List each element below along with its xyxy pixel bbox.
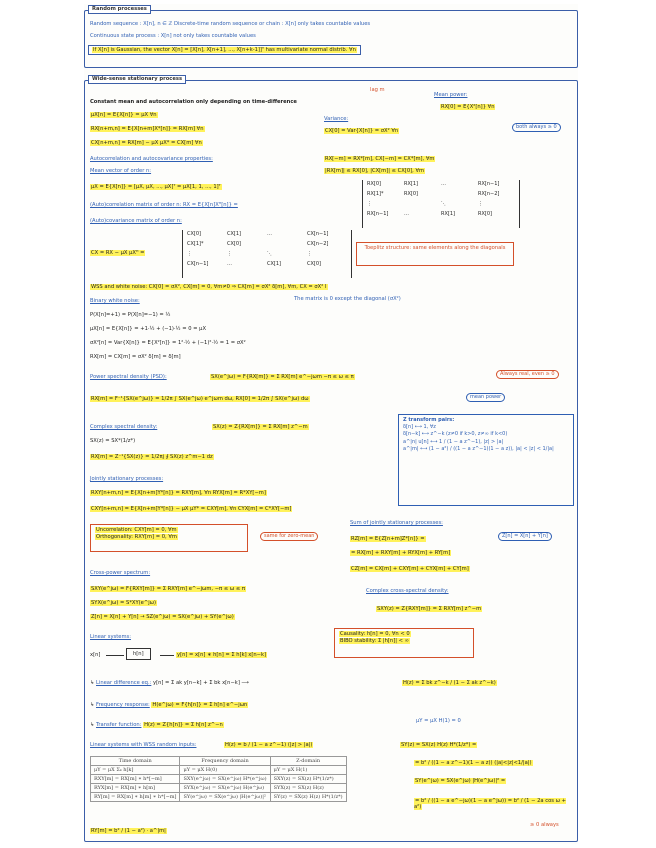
c-matrix	[182, 230, 352, 278]
linear-y	[176, 652, 267, 658]
r-cell: …	[441, 181, 446, 187]
arrow-glyph: ↳	[90, 680, 96, 686]
cross-3	[90, 614, 235, 620]
r-matrix-grid	[367, 180, 515, 218]
wss-autocov: CX[n+m,n] = RX[m] − μX μX* = CX[m] ∀n	[91, 140, 202, 146]
header-line-3	[88, 45, 361, 55]
header-line-2: Continuous state process : X[n] not only takes countable values	[90, 33, 256, 39]
mean-vector-text: μX = E{X[n]} = [μX, μX, ..., μX]ᵀ = μX[1, 1, ..., 1]ᵀ	[91, 184, 221, 190]
uncorr-box	[90, 524, 248, 552]
arrow-glyph: ↳	[90, 702, 96, 708]
linear-arrow-out	[160, 655, 174, 656]
table-row	[91, 775, 347, 784]
wss-autocorr: RX[n+m,n] = E{X[n+m]X*[n]} = RX[m] ∀n	[91, 126, 204, 132]
uncorr-value: Uncorrelation: CXY[m] = 0, ∀m	[96, 527, 177, 533]
freq-label: Frequency response:	[96, 702, 150, 708]
binary-4: RX[m] = CX[m] = σX² δ[m] = δ[m]	[90, 354, 181, 360]
wss-line-3	[90, 140, 203, 146]
c-cell: CX[n−1]	[307, 231, 329, 237]
prop-2-text: |RX[m]| ≤ RX[0], |CX[m]| ≤ CX[0], ∀m	[325, 168, 425, 174]
wss-mean: μX[n] = E{X[n]} = μX ∀n	[91, 112, 157, 118]
psd-label: Power spectral density (PSD):	[90, 374, 167, 380]
c-cell: CX[1]*	[187, 241, 204, 247]
c-cell: ⋮	[227, 251, 232, 257]
wss-H	[224, 742, 313, 748]
white-noise-text: WSS and white noise: CX[0] = σX², CX[m] = 0, ∀m≠0 ⇒ CX[m] = σX² δ[m], ∀m, CX = σX² I	[91, 284, 327, 290]
variance-label: Variance:	[324, 116, 349, 122]
c-cell: CX[0]	[187, 231, 201, 237]
c-cell: CX[n−2]	[307, 241, 329, 247]
wss-H-text: H(z) = b / (1 − a z^−1) (|z| > |a|)	[225, 742, 313, 748]
transform-table	[90, 756, 347, 802]
linear-y-text: y[n] = x[n] ∗ h[n] = Σ h[k] x[n−k]	[177, 652, 267, 658]
r-cell: RX[0]	[367, 181, 381, 187]
wss-line-0: Constant mean and autocorrelation only depending on time-difference	[90, 99, 297, 105]
tf-label: Transfer function:	[96, 722, 142, 728]
cross-3-text: Z[n] = X[n] + Y[n] → SZ(e^jω) = SX(e^jω) + SY(e^jω)	[91, 614, 234, 620]
table-cell: RXY[m] = RX[m] ∗ h*[−m]	[91, 775, 180, 784]
bibo	[339, 638, 469, 645]
prop-1-text: RX[−m] = RX*[m], CX[−m] = CX*[m], ∀m	[325, 156, 435, 162]
linear-x: x[n]	[90, 652, 101, 658]
c-cell: …	[227, 261, 232, 267]
cov-matrix-eq-text: CX = RX − μX μXᴴ =	[91, 250, 145, 256]
sy-3	[414, 778, 506, 784]
mean-power-label: Mean power:	[434, 92, 468, 98]
cov-matrix-eq	[90, 250, 145, 256]
r-cell: RX[0]	[478, 211, 492, 217]
props-label: Autocorrelation and autocovariance properties:	[90, 156, 213, 162]
r-cell: RX[n−2]	[478, 191, 500, 197]
complex-sd-label: Complex spectral density:	[90, 424, 158, 430]
mean-vector	[90, 184, 222, 190]
mean-power-text: RX[0] = E{X²[n]} ∀n	[441, 104, 495, 110]
psd-inverse-text: RX[m] = F⁻¹{SX(e^jω)} = 1/2π ∫ SX(e^jω) e^jωm dω, RX[0] = 1/2π ∫ SX(e^jω) dω	[91, 396, 309, 402]
mean-vector-label: Mean vector of order n:	[90, 168, 152, 174]
complex-sd-text: SX(z) = Z{RX[m]} = Σ RX[m] z^−m	[213, 424, 308, 430]
sum-1	[350, 536, 426, 542]
causality	[339, 631, 469, 638]
diff-row	[90, 680, 249, 686]
mu-note: μY = μX H(1) = 0	[416, 718, 461, 724]
freq-row	[90, 702, 248, 708]
header-title: Random processes	[88, 5, 151, 14]
r-cell: …	[404, 211, 409, 217]
z-pairs-title: Z transform pairs:	[403, 417, 455, 423]
table-cell: μY = μX Σₖ h[k]	[91, 766, 180, 775]
wss-line-2	[90, 126, 205, 132]
bibo-text: BIBO stability: Σ |h[n]| < ∞	[340, 638, 409, 644]
prop-1	[324, 156, 435, 162]
toeplitz-box	[356, 242, 514, 266]
c-cell: CX[1]	[227, 231, 241, 237]
both-always-oval: both always ≥ 0	[512, 123, 561, 132]
arrow-glyph: ↳	[90, 722, 96, 728]
mean-power-oval: mean power	[466, 393, 505, 402]
table-row	[91, 793, 347, 802]
complex-sd-2: SX(z) = SX*(1/z*)	[90, 438, 136, 444]
always-real-oval: Always real, even ≥ 0	[496, 370, 559, 379]
cross-label: Cross-power spectrum:	[90, 570, 151, 576]
c-cell: CX[0]	[227, 241, 241, 247]
complex-sd-eq	[212, 424, 309, 430]
tf-row	[90, 722, 224, 728]
table-header: Z-domain	[270, 757, 346, 766]
sum-label: Sum of jointly stationary processes:	[350, 520, 443, 526]
cross-2-text: SYX(e^jω) = S*XY(e^jω)	[91, 600, 157, 606]
complex-cross-label: Complex cross-spectral density:	[366, 588, 449, 594]
mean-power-eq	[440, 104, 495, 110]
psd-eq-text: SX(e^jω) = F{RX[m]} = Σ RX[m] e^−jωm −π ≤ ω ≤ π	[211, 374, 354, 380]
r-cell: RX[n−1]	[367, 211, 389, 217]
table-cell: μY = μX H(1)	[270, 766, 346, 775]
joint-1	[90, 490, 267, 496]
z-pair-3: a^|n| u[n] ⟷ 1 / (1 − a z^−1), |z| > |a|	[403, 438, 504, 445]
diff-H	[402, 680, 497, 686]
cross-1-text: SXY(e^jω) = F{RXY[m]} = Σ RXY[m] e^−jωm, −π ≤ ω ≤ π	[91, 586, 245, 592]
sum-2-text: = RX[m] + RXY[m] + RYX[m] + RY[m]	[351, 550, 451, 556]
table-cell: SY(e^jω) = SX(e^jω) |H(e^jω)|²	[180, 793, 270, 802]
joint-2	[90, 506, 292, 512]
c-cell: …	[267, 231, 272, 237]
wss-title: Wide-sense stationary process	[88, 75, 186, 84]
wss-line-1	[90, 112, 158, 118]
psd-inverse	[90, 396, 310, 402]
table-header: Time domain	[91, 757, 180, 766]
c-cell	[267, 240, 307, 248]
joint-label: Jointly stationary processes:	[90, 476, 164, 482]
sy-1-text: SY(z) = SX(z) H(z) H*(1/z*) =	[401, 742, 477, 748]
table-cell: RY[m] = RX[m] ∗ h[m] ∗ h*[−m]	[91, 793, 180, 802]
r-cell: RX[n−1]	[478, 181, 500, 187]
diff-eq: y[n] = Σ ak y[n−k] + Σ bk x[n−k] ⟶	[153, 680, 249, 686]
joint-2-text: CXY[n+m,n] = E{X[n+m]Y*[n]} − μX μY* = CXY[m], ∀n CYX[m] = C*XY[−m]	[91, 506, 292, 512]
binary-3: σX²[n] = Var{X[n]} = E{X²[n]} = 1²·½ + (−1)²·½ = 1 = σX²	[90, 340, 246, 346]
sum-3-text: CZ[m] = CX[m] + CXY[m] + CYX[m] + CY[m]	[351, 566, 469, 572]
variance-eq	[324, 128, 399, 134]
c-cell: CX[0]	[307, 261, 321, 267]
corr-matrix-label: (Auto)correlation matrix of order n: RX = E{X[n]Xᴴ[n]} =	[90, 202, 238, 208]
table-cell: SYX(e^jω) = SX(e^jω) H(e^jω)	[180, 784, 270, 793]
ry-final-text: RY[m] = b² / (1 − a²) · a^|m|	[91, 828, 166, 834]
r-cell: ⋮	[367, 201, 372, 207]
lag-annotation: lag m	[370, 87, 385, 93]
sy-4-text: = b² / ((1 − a e^−jω)(1 − a e^jω)) = b² / (1 − 2a cos ω + a²)	[414, 798, 566, 811]
diff-H-text: H(z) = Σ bk z^−k / (1 − Σ ak z^−k)	[403, 680, 496, 686]
z-pair-1: δ[n] ⟷ 1, ∀z	[403, 424, 436, 431]
ry-final	[90, 828, 167, 834]
sum-3	[350, 566, 470, 572]
diff-label: Linear difference eq.:	[96, 680, 152, 686]
psd-eq	[210, 374, 355, 380]
linear-label: Linear systems:	[90, 634, 131, 640]
c-cell: ⋱	[267, 251, 272, 257]
table-header: Frequency domain	[180, 757, 270, 766]
sy-1	[400, 742, 477, 748]
table-row	[91, 784, 347, 793]
header-line-3-text: If X[n] is Gaussian, the vector X[n] = [X[n], X[n+1], ..., X[n+k-1]]ᵀ has multivariate normal distrib. ∀n	[93, 47, 356, 53]
sy-2	[414, 760, 533, 766]
linear-arrow-in	[106, 655, 124, 656]
complex-cross-text: SXY(z) = Z{RXY[m]} = Σ RXY[m] z^−m	[377, 606, 482, 612]
z-pair-4: a^|m| ⟷ (1 − a²) / ((1 − a z^−1)(1 − a z)), |a| < |z| < 1/|a|	[403, 445, 554, 452]
toeplitz-text: Toeplitz structure: same elements along the diagonals	[364, 245, 506, 251]
causality-box	[334, 628, 474, 658]
table-cell: SYX(z) = SX(z) H(z)	[270, 784, 346, 793]
causality-text: Causality: h[n] = 0, ∀n < 0	[340, 631, 410, 637]
c-cell: ⋮	[307, 251, 312, 257]
r-cell: RX[1]	[441, 211, 455, 217]
cross-2	[90, 600, 157, 606]
variance-text: CX[0] = Var{X[n]} = σX² ∀n	[325, 128, 399, 134]
table-row	[91, 766, 347, 775]
joint-1-text: RXY[n+m,n] = E{X[n+m]Y*[n]} = RXY[m], ∀n RYX[m] = R*XY[−m]	[91, 490, 266, 496]
sum-2	[350, 550, 451, 556]
freq-eq: H(e^jω) = F{h[n]} = Σ h[n] e^−jωn	[152, 702, 248, 708]
wss-input-label: Linear systems with WSS random inputs:	[90, 742, 197, 748]
c-cell: ⋮	[187, 251, 192, 257]
orth-text	[95, 534, 243, 541]
r-cell	[441, 190, 478, 198]
r-cell: ⋱	[441, 201, 446, 207]
sy-note: ≥ 0 always	[530, 822, 559, 828]
c-cell: CX[1]	[267, 261, 281, 267]
sy-3-text: SY(e^jω) = SX(e^jω) |H(e^jω)|² =	[415, 778, 506, 784]
complex-cross-eq	[376, 606, 482, 612]
binary-2: μX[n] = E{X[n]} = +1·½ + (−1)·½ = 0 = μX	[90, 326, 207, 332]
table-cell: RYX[m] = RX[m] ∗ h[m]	[91, 784, 180, 793]
r-cell: RX[1]*	[367, 191, 384, 197]
white-noise-note: The matrix is 0 except the diagonal (σX²)	[294, 296, 401, 302]
z-pair-2: δ[n−k] ⟷ z^−k (z≠0 if k>0, z≠∞ if k<0)	[403, 431, 508, 438]
uncorr-text	[95, 527, 243, 534]
sum-def-oval: Z[n] = X[n] + Y[n]	[498, 532, 552, 541]
header-line-1: Random sequence : X[n], n ∈ ℤ Discrete-time random sequence or chain : X[n] only takes countable values	[90, 21, 371, 27]
sy-4	[414, 798, 574, 811]
table-cell: μY = μX H(0)	[180, 766, 270, 775]
cov-matrix-label: (Auto)covariance matrix of order n:	[90, 218, 182, 224]
cross-1	[90, 586, 246, 592]
complex-sd-3-text: RX[m] = Z⁻¹{SX(z)} = 1/2πj ∮ SX(z) z^m−1 dz	[91, 454, 213, 460]
tf-eq: H(z) = Z{h[n]} = Σ h[n] z^−n	[144, 722, 223, 728]
zero-mean-oval: same for zero-mean	[260, 532, 318, 541]
sy-2-text: = b² / ((1 − a z^−1)(1 − a z)) (|a|<|z|<1/|a|)	[415, 760, 532, 766]
r-matrix	[362, 180, 520, 228]
linear-h-box	[126, 648, 151, 660]
notes-page	[84, 4, 578, 844]
r-cell: RX[0]	[404, 191, 418, 197]
linear-h: h[n]	[133, 651, 144, 657]
table-cell: SY(z) = SX(z) H(z) H*(1/z*)	[270, 793, 346, 802]
sum-1-text: RZ[m] = E{Z[n+m]Z*[n]} =	[351, 536, 425, 542]
prop-2	[324, 168, 425, 174]
r-cell	[404, 200, 441, 208]
orth-value: Orthogonality: RXY[m] = 0, ∀m	[96, 534, 177, 540]
r-cell: RX[1]	[404, 181, 418, 187]
white-noise-line	[90, 284, 328, 290]
c-cell: CX[n−1]	[187, 261, 209, 267]
complex-sd-3	[90, 454, 214, 460]
table-cell: SXY(z) = SX(z) H*(1/z*)	[270, 775, 346, 784]
binary-label: Binary white noise:	[90, 298, 140, 304]
r-cell: ⋮	[478, 201, 483, 207]
table-cell: SXY(e^jω) = SX(e^jω) H*(e^jω)	[180, 775, 270, 784]
binary-1: P(X[n]=+1) = P(X[n]=−1) = ½	[90, 312, 171, 318]
c-matrix-grid	[187, 230, 347, 268]
table-header-row	[91, 757, 347, 766]
z-pairs-box	[398, 414, 574, 506]
